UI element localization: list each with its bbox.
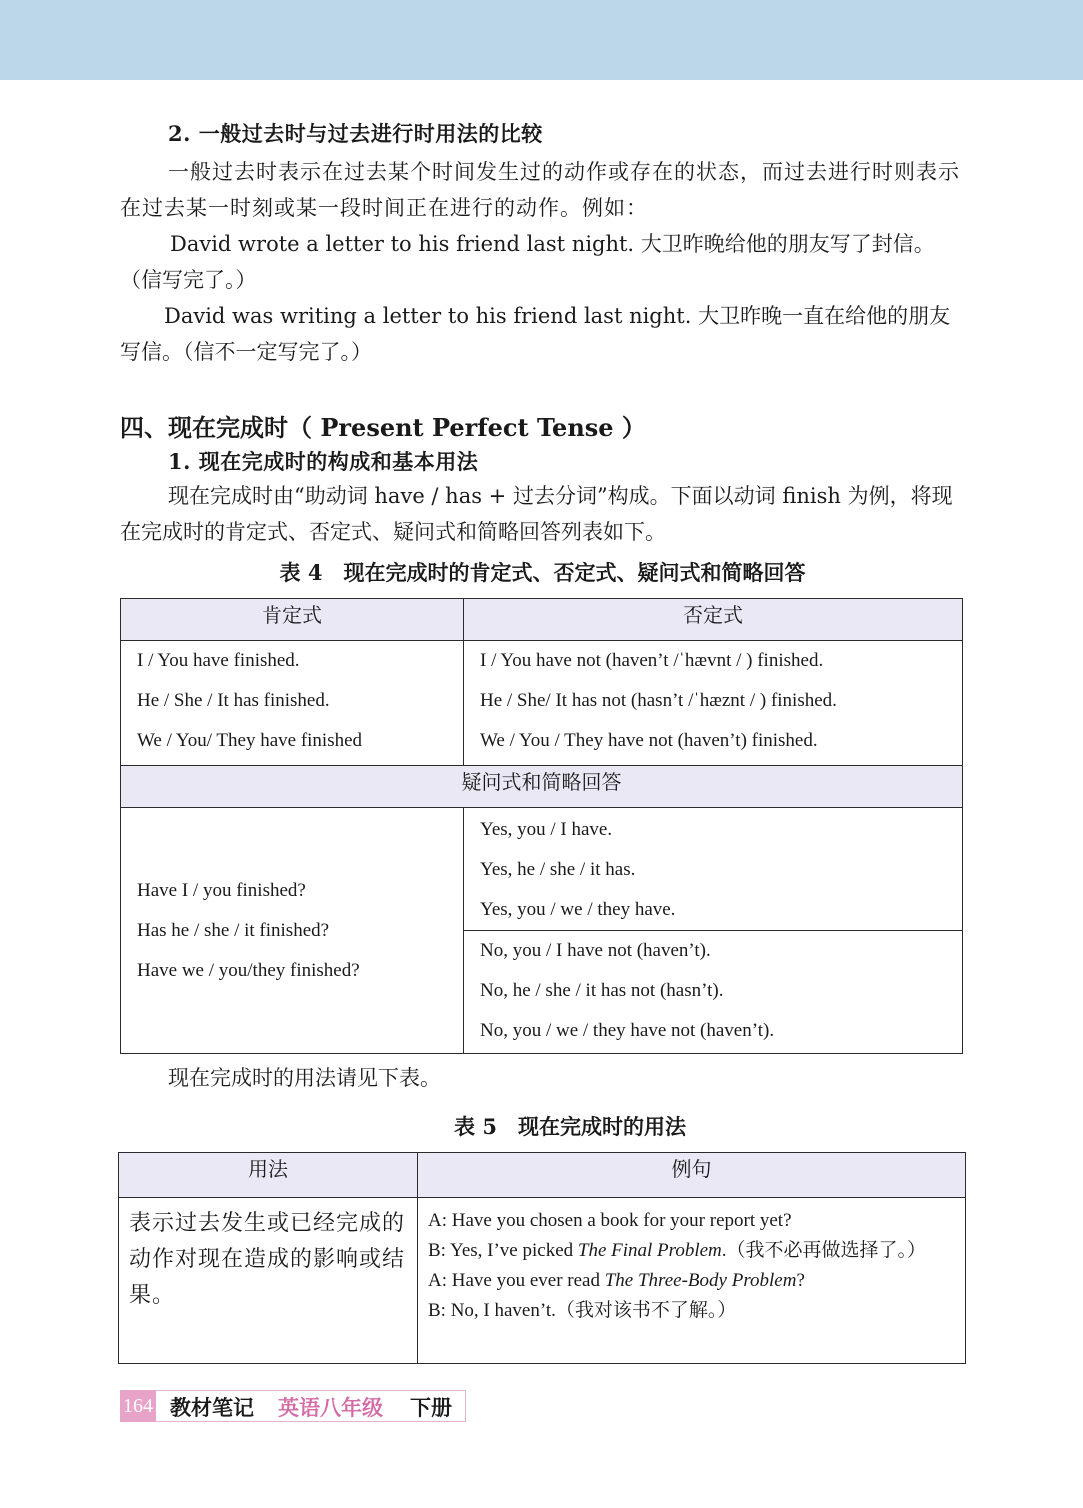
table-header: 例句 [418, 1153, 966, 1198]
example-line [428, 1266, 955, 1296]
example-sentence: David was writing a letter to his friend last night. 大卫昨晚一直在给他的朋友写信。（信不一定写完了。） [120, 304, 951, 364]
no-answer-line: No, you / we / they have not (haven’t). [480, 1020, 775, 1041]
table-caption: 表 4 现在完成时的肯定式、否定式、疑问式和简略回答 [279, 560, 806, 585]
table-4 [120, 598, 963, 1054]
table-cell [464, 931, 963, 1054]
section-title: 四、现在完成时（ Present Perfect Tense ） [120, 413, 646, 442]
table-caption: 表 5 现在完成时的用法 [454, 1114, 686, 1139]
paragraph: 现在完成时由“助动词 have / has + 过去分词”构成。下面以动词 finish 为例，将现在完成时的肯定式、否定式、疑问式和简略回答列表如下。 [120, 484, 953, 544]
no-answer-line: No, you / I have not (haven’t). [480, 940, 711, 961]
example-sentence: David wrote a letter to his friend last night. 大卫昨晚给他的朋友写了封信。（信写完了。） [120, 232, 935, 292]
subject-label: 英语八年级 [278, 1396, 383, 1420]
table-header: 疑问式和简略回答 [121, 766, 963, 808]
example-line [428, 1236, 955, 1266]
table-cell [121, 641, 464, 766]
table-cell [464, 641, 963, 766]
page-number: 164 [120, 1390, 156, 1422]
question-line: Have we / you/they finished? [137, 959, 360, 981]
negative-line: He / She/ It has not (hasn’t /ˈhæznt / ) finished. [480, 690, 837, 711]
question-line: Has he / she / it finished? [137, 919, 330, 941]
negative-line: We / You / They have not (haven’t) finished. [480, 730, 818, 751]
section-heading: 2. 一般过去时与过去进行时用法的比较 [168, 121, 543, 146]
paragraph: 现在完成时的用法请见下表。 [168, 1066, 441, 1090]
book-title: The Three-Body Problem [604, 1270, 797, 1291]
table-header: 用法 [119, 1153, 418, 1198]
yes-answer-line: Yes, you / I have. [480, 819, 613, 840]
usage-text: 表示过去发生或已经完成的动作对现在造成的影响或结果。 [129, 1211, 406, 1308]
affirmative-line: He / She / It has finished. [137, 690, 330, 711]
example-text: B: Yes, I’ve picked [428, 1240, 578, 1261]
table-header: 否定式 [464, 599, 963, 641]
top-banner [0, 0, 1083, 80]
example-line: A: Have you chosen a book for your report yet? [428, 1210, 792, 1231]
example-line: B: No, I haven’t.（我对该书不了解。） [428, 1300, 737, 1321]
book-title: The Final Problem [577, 1240, 722, 1261]
yes-answer-line: Yes, you / we / they have. [480, 899, 676, 920]
table-cell [119, 1198, 418, 1364]
table-cell [121, 808, 464, 1054]
table-header: 肯定式 [121, 599, 464, 641]
affirmative-line: We / You/ They have finished [137, 730, 363, 751]
yes-answer-line: Yes, he / she / it has. [480, 859, 636, 880]
table-5 [118, 1152, 966, 1364]
example-text: A: Have you ever read [428, 1270, 605, 1291]
affirmative-line: I / You have finished. [137, 650, 300, 671]
subsection-heading: 1. 现在完成时的构成和基本用法 [168, 449, 479, 474]
book-title: 教材笔记 [170, 1396, 254, 1420]
example-text: .（我不必再做选择了。） [721, 1240, 927, 1261]
table-cell [418, 1198, 966, 1364]
question-line: Have I / you finished? [137, 879, 306, 901]
paragraph: 一般过去时表示在过去某个时间发生过的动作或存在的状态，而过去进行时则表示在过去某一时刻或某一段时间正在进行的动作。例如： [120, 160, 960, 220]
example-text: ? [796, 1270, 805, 1291]
volume-label: 下册 [410, 1396, 452, 1420]
negative-line: I / You have not (haven’t /ˈhævnt / ) finished. [480, 650, 824, 671]
table-cell [464, 808, 963, 931]
no-answer-line: No, he / she / it has not (hasn’t). [480, 980, 724, 1001]
